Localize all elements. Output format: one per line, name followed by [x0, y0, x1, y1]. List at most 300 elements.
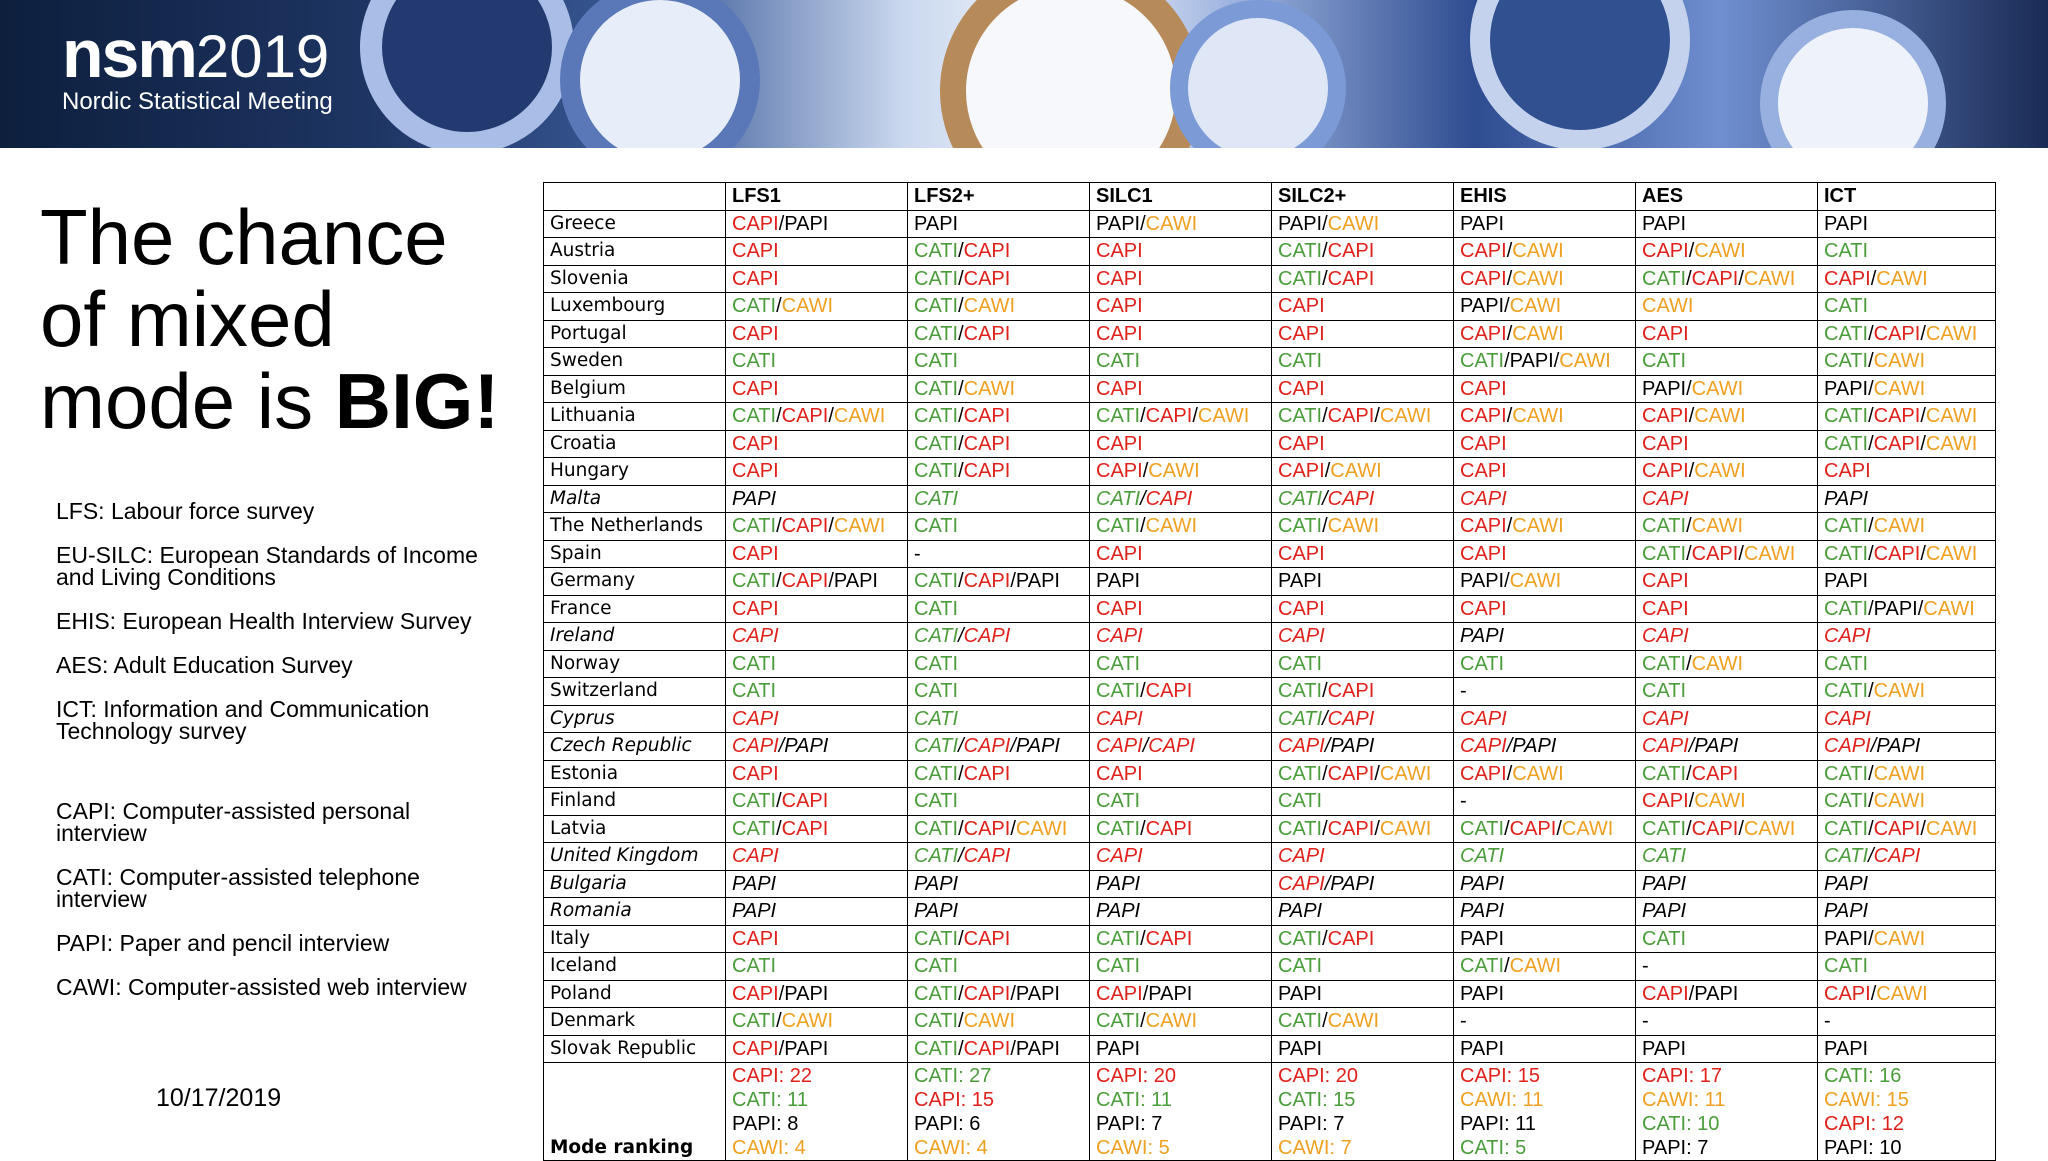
country-cell: Hungary: [544, 458, 726, 486]
mode-label: CAWI: [1743, 542, 1796, 565]
mode-label: CAPI: [1278, 460, 1325, 483]
mode-label: PAPI: [1278, 1037, 1323, 1060]
mode-cell: [1454, 210, 1636, 238]
mode-label: CATI: [1460, 350, 1505, 373]
country-cell: Greece: [544, 210, 726, 238]
mode-label: CATI: [1278, 762, 1323, 785]
mode-label: CAPI: [732, 267, 779, 290]
mode-label: PAPI: [1824, 1037, 1869, 1060]
logo-year: 2019: [195, 23, 330, 90]
mode-cell: [1272, 568, 1454, 596]
mode-cell: [1272, 595, 1454, 623]
mode-label: CAWI: [1327, 212, 1380, 235]
glossary-item: LFS: Labour force survey: [56, 498, 315, 524]
country-cell: Iceland: [544, 953, 726, 981]
mode-label: CAWI: [1743, 267, 1796, 290]
mode-cell: [1636, 898, 1818, 926]
mode-cell: [1090, 238, 1272, 266]
mode-label: CAPI: [1642, 735, 1689, 758]
mode-label: CATI: [914, 1010, 959, 1033]
mode-label: CATI: [1278, 487, 1323, 510]
mode-label: CATI: [1824, 405, 1869, 428]
table-row: [544, 678, 1996, 706]
mode-label: CAWI: [1145, 515, 1198, 538]
ranking-item: CATI: 5: [1460, 1137, 1527, 1159]
mode-label: PAPI: [1015, 570, 1060, 593]
mode-label: PAPI: [833, 570, 878, 593]
column-header: SILC1: [1090, 183, 1272, 211]
mode-cell: CATI/CAWI: [1818, 348, 1996, 376]
mode-label: CAPI: [1096, 845, 1143, 868]
mode-label: PAPI: [784, 212, 829, 235]
mode-label: PAPI: [1460, 625, 1505, 648]
mode-label: CAWI: [1512, 322, 1564, 345]
mode-label: CAWI: [963, 377, 1016, 400]
mode-cell: [726, 705, 908, 733]
mode-cell: CATI/CAPI: [1272, 705, 1454, 733]
mode-label: CAWI: [1876, 982, 1928, 1005]
mode-label: PAPI: [1642, 377, 1687, 400]
mode-label: CAWI: [1694, 405, 1746, 428]
mode-label: PAPI: [1278, 212, 1323, 235]
mode-label: CAPI: [1096, 240, 1143, 263]
mode-label: -: [1460, 1010, 1467, 1033]
mode-label: CATI: [1824, 322, 1869, 345]
mode-label: CATI: [914, 350, 959, 373]
mode-label: CAPI: [1278, 432, 1325, 455]
mode-cell: [1454, 375, 1636, 403]
mode-label: CAWI: [1691, 515, 1744, 538]
mode-cell: CATI/CAPI: [1090, 925, 1272, 953]
mode-cell: CAPI/PAPI: [726, 210, 908, 238]
mode-label: CATI: [914, 515, 959, 538]
mode-cell: [1454, 595, 1636, 623]
mode-label: CAWI: [1512, 762, 1564, 785]
mode-cell: CATI/CAPI: [1272, 678, 1454, 706]
mode-label: CATI: [1460, 817, 1505, 840]
mode-label: CAPI: [1327, 487, 1375, 510]
table-row: [544, 843, 1996, 871]
mode-label: CAWI: [1512, 405, 1564, 428]
ranking-item: CATI: 16: [1824, 1065, 1902, 1087]
mode-label: CAPI: [1642, 982, 1689, 1005]
mode-cell: [908, 788, 1090, 816]
mode-label: CAPI: [963, 570, 1011, 593]
mode-label: CAPI: [732, 322, 779, 345]
mode-cell: CAPI/CAWI: [1818, 980, 1996, 1008]
mode-cell: [1272, 843, 1454, 871]
mode-cell: CAPI/CAWI: [1636, 458, 1818, 486]
ranking-item: CAWI: 7: [1278, 1137, 1352, 1159]
country-cell: Ireland: [544, 623, 726, 651]
mode-label: CAPI: [1327, 707, 1375, 730]
mode-label: CAWI: [1925, 405, 1978, 428]
slide-date: 10/17/2019: [156, 1084, 282, 1112]
ranking-item: CATI: 27: [914, 1065, 992, 1087]
mode-label: CAPI: [1278, 735, 1325, 758]
mode-label: CAPI: [963, 817, 1011, 840]
mode-label: CAPI: [963, 982, 1011, 1005]
mode-label: PAPI: [1694, 735, 1739, 758]
mode-label: CAWI: [1873, 762, 1926, 785]
mode-label: CAPI: [1642, 240, 1689, 263]
mode-cell: [1272, 623, 1454, 651]
country-cell: Belgium: [544, 375, 726, 403]
column-header: AES: [1636, 183, 1818, 211]
mode-label: PAPI: [1873, 597, 1918, 620]
mode-label: CAPI: [1096, 432, 1143, 455]
ranking-item: PAPI: 8: [732, 1113, 799, 1135]
mode-label: CAPI: [1460, 487, 1507, 510]
mode-label: CAPI: [1642, 570, 1689, 593]
table-row: [544, 348, 1996, 376]
mode-cell: [1636, 953, 1818, 981]
mode-label: CATI: [732, 515, 777, 538]
mode-cell: [908, 705, 1090, 733]
mode-label: CAPI: [1327, 405, 1375, 428]
table-row: [544, 815, 1996, 843]
mode-label: CAPI: [1873, 432, 1921, 455]
mode-label: PAPI: [732, 900, 777, 923]
mode-label: CATI: [732, 817, 777, 840]
mode-cell: CATI/CAWI: [908, 1008, 1090, 1036]
mode-label: CAPI: [1327, 680, 1375, 703]
ranking-item: PAPI: 7: [1642, 1137, 1709, 1159]
title-line-1: The chance: [40, 193, 448, 281]
mode-cell: [908, 898, 1090, 926]
mode-label: CATI: [914, 487, 959, 510]
mode-label: CAPI: [781, 570, 829, 593]
mode-label: CATI: [732, 652, 777, 675]
mode-label: CAPI: [1327, 762, 1375, 785]
mode-label: PAPI: [1460, 872, 1505, 895]
mode-label: CATI: [1642, 817, 1687, 840]
country-cell: Czech Republic: [544, 733, 726, 761]
mode-cell: PAPI/CAWI: [1454, 568, 1636, 596]
mode-cell: [726, 650, 908, 678]
mode-label: CATI: [1278, 680, 1323, 703]
mode-label: CATI: [1096, 487, 1141, 510]
mode-label: CATI: [1824, 817, 1869, 840]
mode-cell: [1636, 925, 1818, 953]
mode-cell: [1272, 430, 1454, 458]
mode-cell: [1818, 238, 1996, 266]
mode-cell: [1272, 293, 1454, 321]
mode-cell: CATI/CAPI: [1272, 265, 1454, 293]
mode-cell: CATI/CAPI: [908, 458, 1090, 486]
column-header: ICT: [1818, 183, 1996, 211]
title-line-3: mode is: [40, 357, 335, 445]
ranking-item: CATI: 15: [1278, 1089, 1356, 1111]
mode-cell: CATI/CAPI/CAWI: [908, 815, 1090, 843]
mode-cell: [1454, 1035, 1636, 1063]
mode-label: PAPI: [1876, 735, 1921, 758]
mode-cell: CATI/CAPI: [1272, 925, 1454, 953]
country-cell: France: [544, 595, 726, 623]
country-cell: Luxembourg: [544, 293, 726, 321]
mode-label: CATI: [1278, 790, 1323, 813]
mode-cell: CATI/CAPI: [1090, 485, 1272, 513]
mode-cell: [1636, 320, 1818, 348]
mode-label: CATI: [1096, 927, 1141, 950]
mode-label: CAPI: [1096, 707, 1143, 730]
mode-cell: CATI/PAPI/CAWI: [1818, 595, 1996, 623]
column-header: EHIS: [1454, 183, 1636, 211]
mode-label: PAPI: [732, 872, 777, 895]
mode-label: CAPI: [1642, 597, 1689, 620]
mode-label: CATI: [914, 845, 959, 868]
mode-label: CATI: [1278, 240, 1323, 263]
mode-label: CATI: [914, 377, 959, 400]
ranking-item: CAPI: 12: [1824, 1113, 1905, 1135]
mode-cell: CATI/CAPI: [908, 320, 1090, 348]
mode-label: CATI: [1824, 432, 1869, 455]
mode-cell: [1090, 650, 1272, 678]
mode-cell: CATI/CAPI/PAPI: [908, 980, 1090, 1008]
mode-label: CAPI: [1642, 432, 1689, 455]
mode-label: CAPI: [781, 817, 829, 840]
mode-cell: [1272, 1035, 1454, 1063]
mode-label: CAWI: [1379, 405, 1432, 428]
mode-cell: [1636, 1008, 1818, 1036]
mode-label: CAWI: [1145, 1010, 1198, 1033]
country-cell: The Netherlands: [544, 513, 726, 541]
mode-label: CAWI: [781, 1010, 834, 1033]
mode-label: CATI: [914, 432, 959, 455]
table-row: [544, 458, 1996, 486]
mode-cell: [726, 843, 908, 871]
mode-label: CATI: [914, 460, 959, 483]
mode-label: CAPI: [1691, 542, 1739, 565]
mode-cell: [1090, 348, 1272, 376]
mode-cell: [726, 265, 908, 293]
mode-label: CAWI: [1509, 295, 1562, 318]
mode-cell: CAPI/PAPI: [726, 980, 908, 1008]
mode-label: CATI: [1824, 350, 1869, 373]
mode-cell: [1636, 870, 1818, 898]
mode-label: CAPI: [732, 240, 779, 263]
mode-label: PAPI: [1509, 350, 1554, 373]
mode-label: CATI: [1824, 295, 1869, 318]
mode-label: PAPI: [1460, 982, 1505, 1005]
mode-cell: [726, 348, 908, 376]
mode-label: CATI: [914, 652, 959, 675]
mode-cell: PAPI/CAWI: [1636, 375, 1818, 403]
mode-label: CAPI: [1278, 597, 1325, 620]
mode-cell: CATI/CAPI: [908, 760, 1090, 788]
mode-label: CATI: [914, 790, 959, 813]
mode-label: CAPI: [1691, 267, 1739, 290]
mode-label: CAPI: [963, 322, 1011, 345]
ranking-cell: [1272, 1063, 1454, 1161]
mode-label: CAPI: [1145, 487, 1193, 510]
ranking-item: CAPI: 15: [1460, 1065, 1541, 1087]
mode-label: CAPI: [963, 460, 1011, 483]
mode-label: CATI: [1460, 955, 1505, 978]
mode-cell: [1636, 568, 1818, 596]
table-row: [544, 375, 1996, 403]
mode-label: CAWI: [1512, 267, 1564, 290]
mode-label: PAPI: [784, 982, 829, 1005]
mode-label: CATI: [1642, 927, 1687, 950]
country-cell: Poland: [544, 980, 726, 1008]
mode-cell: [726, 430, 908, 458]
mode-label: CAPI: [732, 1037, 779, 1060]
pipe-decoration: [1470, 0, 1690, 148]
mode-label: PAPI: [1096, 872, 1141, 895]
mode-cell: [1454, 430, 1636, 458]
ranking-cell: [1454, 1063, 1636, 1161]
mode-label: CATI: [1278, 515, 1323, 538]
ranking-row: [544, 1063, 1996, 1161]
mode-cell: CAPI/PAPI: [726, 1035, 908, 1063]
mode-cell: CAPI/CAWI: [1636, 403, 1818, 431]
mode-label: CAPI: [1642, 460, 1689, 483]
pipe-decoration: [1170, 0, 1346, 148]
mode-label: CAPI: [1460, 707, 1507, 730]
mode-label: CAPI: [732, 735, 779, 758]
ranking-cell: [1636, 1063, 1818, 1161]
mode-label: CATI: [1096, 955, 1141, 978]
mode-label: PAPI: [1096, 212, 1141, 235]
mode-label: PAPI: [914, 872, 959, 895]
mode-label: CAPI: [1460, 322, 1507, 345]
mode-label: PAPI: [1330, 735, 1375, 758]
mode-label: CAPI: [1460, 735, 1507, 758]
mode-label: CAWI: [1691, 377, 1744, 400]
mode-label: PAPI: [1824, 212, 1869, 235]
ranking-item: CAWI: 15: [1824, 1089, 1909, 1111]
mode-label: CAPI: [1278, 625, 1325, 648]
mode-cell: CATI/CAPI/PAPI: [908, 568, 1090, 596]
mode-cell: [908, 513, 1090, 541]
table-header-row: [544, 183, 1996, 211]
mode-cell: PAPI/CAWI: [1818, 375, 1996, 403]
mode-label: CAPI: [1460, 377, 1507, 400]
mode-label: CAPI: [1824, 735, 1871, 758]
table-row: [544, 953, 1996, 981]
mode-label: CATI: [1824, 680, 1869, 703]
mode-label: CAWI: [1873, 515, 1926, 538]
mode-cell: CATI/CAWI: [1272, 513, 1454, 541]
mode-cell: [1272, 980, 1454, 1008]
mode-cell: [726, 925, 908, 953]
mode-label: CAPI: [732, 625, 779, 648]
mode-cell: CATI/CAPI/PAPI: [908, 733, 1090, 761]
mode-label: CAPI: [963, 845, 1011, 868]
ranking-item: CAPI: 15: [914, 1089, 995, 1111]
mode-label: CAWI: [963, 1010, 1016, 1033]
ranking-item: CAWI: 5: [1096, 1137, 1170, 1159]
mode-label: CATI: [1096, 817, 1141, 840]
mode-label: CAPI: [1096, 542, 1143, 565]
ranking-item: CATI: 11: [732, 1089, 808, 1111]
pipe-decoration: [940, 0, 1202, 148]
mode-label: CAWI: [1876, 267, 1928, 290]
ranking-cell: [726, 1063, 908, 1161]
glossary-item: AES: Adult Education Survey: [56, 652, 353, 678]
mode-label: CATI: [1096, 1010, 1141, 1033]
mode-label: CATI: [914, 762, 959, 785]
mode-cell: CATI/CAPI/PAPI: [726, 568, 908, 596]
mode-cell: CATI/CAPI: [908, 403, 1090, 431]
mode-cell: [726, 320, 908, 348]
mode-cell: [1454, 650, 1636, 678]
ranking-item: PAPI: 7: [1096, 1113, 1163, 1135]
mode-cell: [1090, 870, 1272, 898]
mode-cell: CATI/CAPI/CAWI: [1818, 430, 1996, 458]
mode-label: CAPI: [732, 597, 779, 620]
mode-cell: [908, 678, 1090, 706]
mode-cell: [1090, 568, 1272, 596]
mode-cell: [1818, 705, 1996, 733]
mode-label: CAPI: [1096, 295, 1143, 318]
mode-cell: [1090, 1035, 1272, 1063]
ranking-item: PAPI: 7: [1278, 1113, 1345, 1135]
mode-cell: CAPI/CAWI: [1272, 458, 1454, 486]
mode-label: PAPI: [1694, 982, 1739, 1005]
mode-cell: CATI/CAPI: [1636, 760, 1818, 788]
mode-cell: [1090, 595, 1272, 623]
mode-label: PAPI: [1824, 377, 1869, 400]
mode-label: PAPI: [1278, 900, 1323, 923]
mode-cell: [908, 348, 1090, 376]
mode-label: CAPI: [732, 542, 779, 565]
mode-label: PAPI: [1642, 212, 1687, 235]
mode-cell: [726, 485, 908, 513]
mode-label: PAPI: [1096, 900, 1141, 923]
mode-cell: [1818, 1008, 1996, 1036]
mode-cell: [1272, 348, 1454, 376]
mode-cell: [1454, 788, 1636, 816]
ranking-item: CAWI: 4: [732, 1137, 806, 1159]
mode-label: CAPI: [1824, 625, 1871, 648]
mode-label: CAPI: [1460, 432, 1507, 455]
mode-cell: CAPI/CAWI: [1454, 403, 1636, 431]
mode-cell: CATI/CAPI: [1272, 485, 1454, 513]
mode-label: CATI: [914, 267, 959, 290]
mode-cell: [726, 540, 908, 568]
table-row: [544, 623, 1996, 651]
mode-label: CATI: [732, 790, 777, 813]
glossary-item: PAPI: Paper and pencil interview: [56, 930, 390, 956]
slide-title: [40, 193, 520, 445]
table-row: [544, 595, 1996, 623]
mode-label: CAPI: [1327, 927, 1375, 950]
mode-label: CATI: [1278, 955, 1323, 978]
mode-cell: [1818, 953, 1996, 981]
mode-label: PAPI: [914, 212, 959, 235]
mode-label: CAWI: [1559, 350, 1611, 373]
mode-label: CAWI: [1694, 790, 1746, 813]
mode-label: CAPI: [1460, 597, 1507, 620]
column-header: LFS2+: [908, 183, 1090, 211]
mode-cell: [726, 375, 908, 403]
ranking-item: CAWI: 11: [1642, 1089, 1726, 1111]
country-cell: Denmark: [544, 1008, 726, 1036]
mode-label: CATI: [1096, 652, 1141, 675]
mode-cell: CAPI/PAPI: [1818, 733, 1996, 761]
mode-label: CAPI: [1145, 817, 1193, 840]
table-row: [544, 265, 1996, 293]
mode-label: CAPI: [963, 625, 1011, 648]
mode-cell: CATI/PAPI/CAWI: [1454, 348, 1636, 376]
mode-cell: [726, 595, 908, 623]
mode-cell: CATI/CAPI: [1272, 238, 1454, 266]
mode-label: PAPI: [1278, 570, 1323, 593]
mode-cell: CATI/CAPI/CAWI: [1272, 403, 1454, 431]
header-banner: [0, 0, 2048, 148]
